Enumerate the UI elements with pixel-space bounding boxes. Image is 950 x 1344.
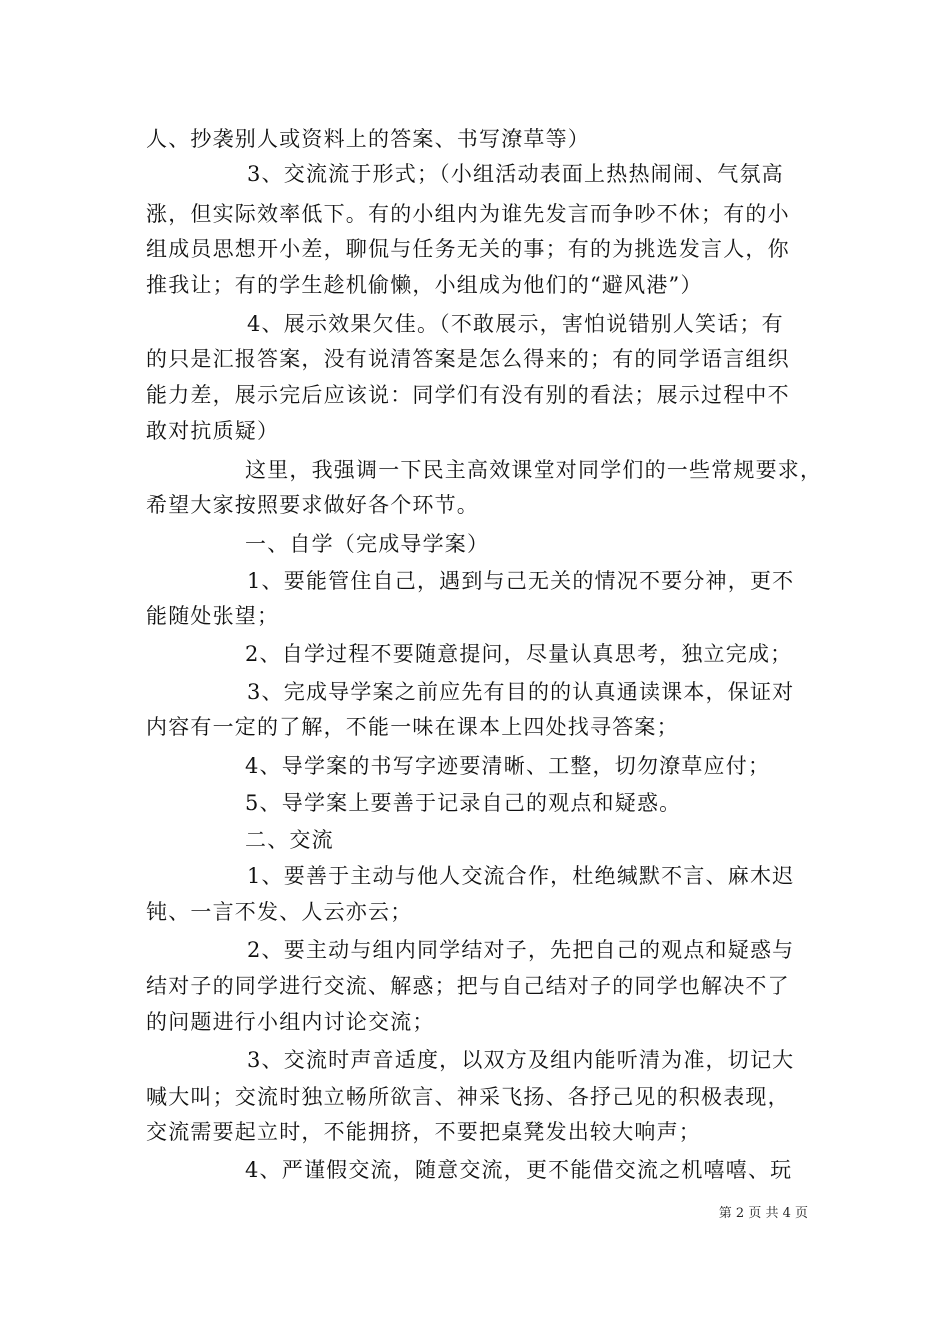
text-line: 3、交流时声音适度，以双方及组内能听清为准，切记大 bbox=[247, 1048, 795, 1072]
text-line: 4、展示效果欠佳。（不敢展示，害怕说错别人笑话；有 bbox=[247, 312, 784, 336]
text-line: 的问题进行小组内讨论交流； bbox=[146, 1010, 435, 1034]
section-heading: 二、交流 bbox=[245, 828, 334, 852]
text-line: 敢对抗质疑） bbox=[146, 419, 280, 443]
text-line: 人、抄袭别人或资料上的答案、书写潦草等） bbox=[146, 127, 590, 151]
text-line: 4、导学案的书写字迹要清晰、工整，切勿潦草应付； bbox=[245, 754, 771, 778]
text-line: 这里，我强调一下民主高效课堂对同学们的一些常规要求， bbox=[245, 458, 823, 482]
text-line: 5、导学案上要善于记录自己的观点和疑惑。 bbox=[245, 791, 682, 815]
text-line: 能随处张望； bbox=[146, 604, 280, 628]
text-line: 涨，但实际效率低下。有的小组内为谁先发言而争吵不休；有的小 bbox=[146, 202, 790, 226]
text-line: 1、要能管住自己，遇到与己无关的情况不要分神，更不 bbox=[247, 569, 795, 593]
text-line: 能力差，展示完后应该说：同学们有没有别的看法；展示过程中不 bbox=[146, 383, 790, 407]
text-line: 推我让；有的学生趁机偷懒，小组成为他们的“避风港”） bbox=[146, 273, 703, 297]
text-line: 4、严谨假交流，随意交流，更不能借交流之机嘻嘻、玩 bbox=[245, 1158, 793, 1182]
text-line: 1、要善于主动与他人交流合作，杜绝缄默不言、麻木迟 bbox=[247, 864, 795, 888]
text-line: 3、完成导学案之前应先有目的的认真通读课本，保证对 bbox=[247, 680, 795, 704]
text-line: 组成员思想开小差，聊侃与任务无关的事；有的为挑选发言人，你 bbox=[146, 237, 790, 261]
text-line: 2、自学过程不要随意提问，尽量认真思考，独立完成； bbox=[245, 642, 793, 666]
text-line: 喊大叫；交流时独立畅所欲言、神采飞扬、各抒己见的积极表现， bbox=[146, 1085, 790, 1109]
page-number-footer: 第 2 页 共 4 页 bbox=[718, 1206, 808, 1221]
text-line: 希望大家按照要求做好各个环节。 bbox=[146, 493, 479, 517]
text-line: 内容有一定的了解，不能一味在课本上四处找寻答案； bbox=[146, 715, 679, 739]
section-heading: 一、自学（完成导学案） bbox=[245, 532, 490, 556]
text-line: 2、要主动与组内同学结对子，先把自己的观点和疑惑与 bbox=[247, 938, 795, 962]
text-line: 3、交流流于形式；（小组活动表面上热热闹闹、气氛高 bbox=[247, 162, 784, 186]
text-line: 结对子的同学进行交流、解惑；把与自己结对子的同学也解决不了 bbox=[146, 974, 790, 998]
text-line: 交流需要起立时，不能拥挤，不要把桌凳发出较大响声； bbox=[146, 1120, 701, 1144]
text-line: 钝、一言不发、人云亦云； bbox=[146, 900, 413, 924]
text-line: 的只是汇报答案，没有说清答案是怎么得来的；有的同学语言组织 bbox=[146, 347, 790, 371]
